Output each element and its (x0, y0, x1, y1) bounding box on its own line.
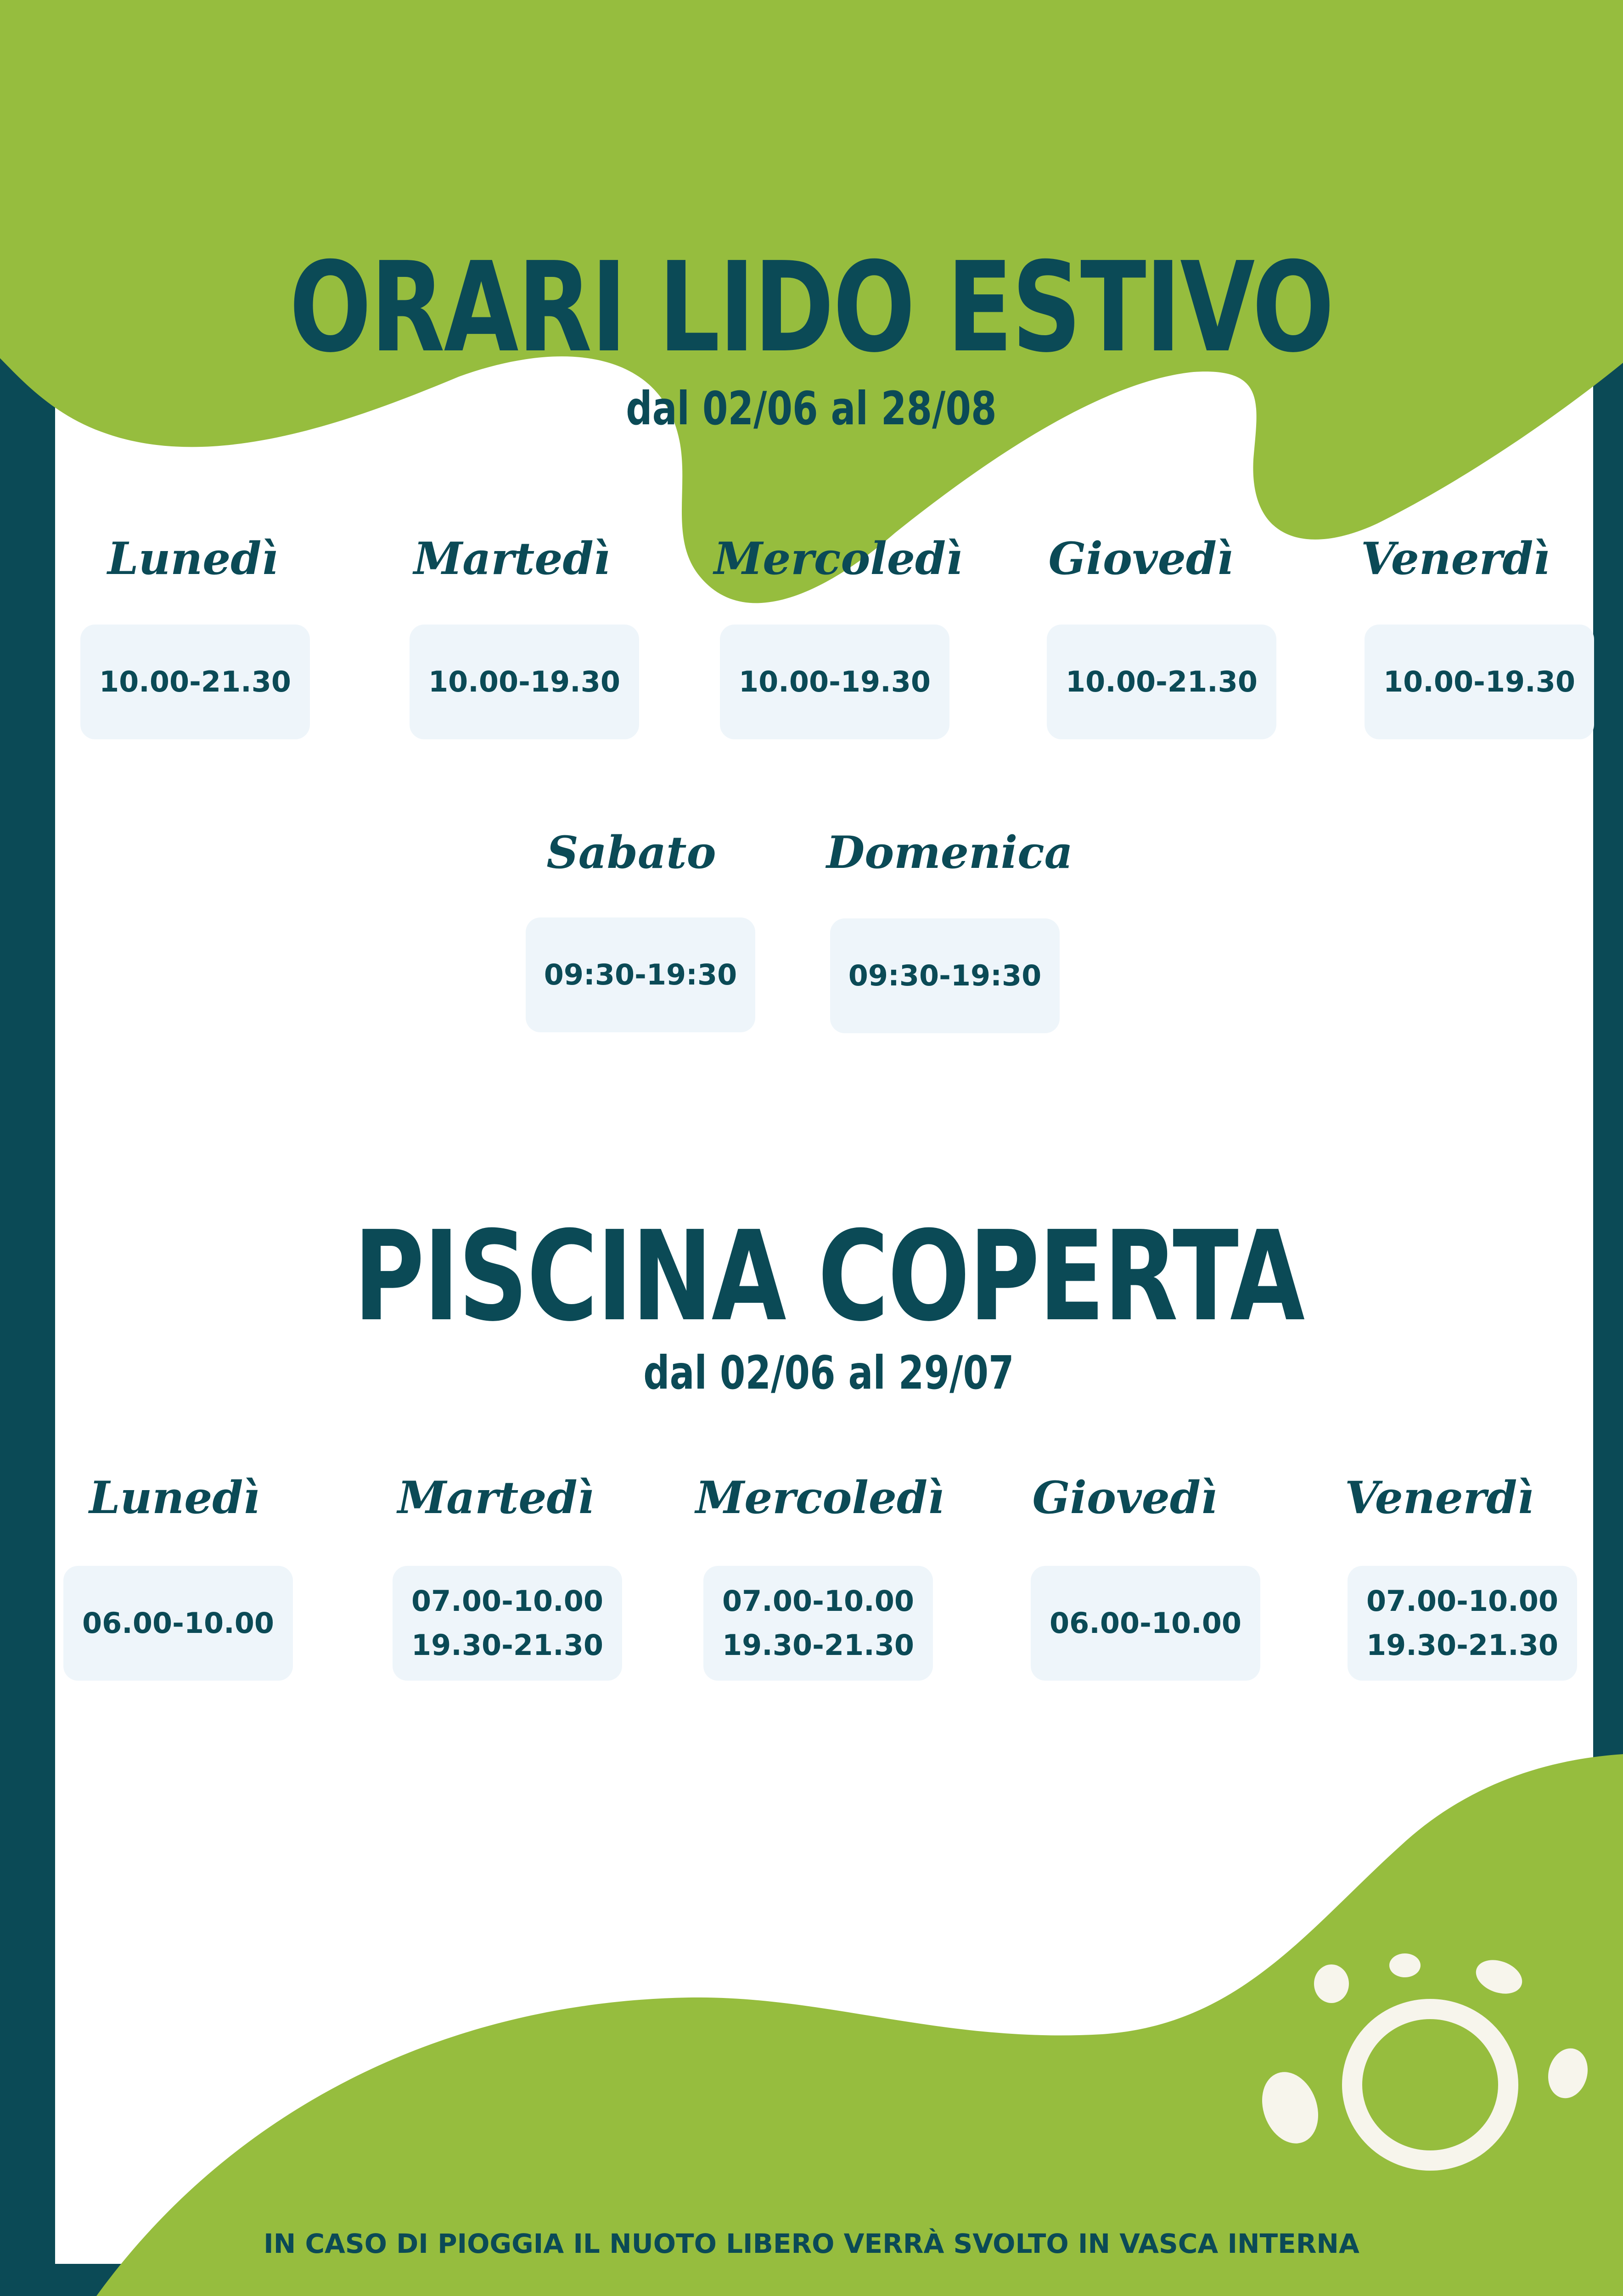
day-label-giovedi: Giovedì (1048, 533, 1234, 585)
day-label-martedi-2: Martedì (397, 1472, 595, 1524)
hours-box-lunedi (80, 625, 310, 739)
hours-text: 19.30-21.30 (722, 1628, 914, 1662)
hours-text: 09:30-19:30 (848, 959, 1042, 992)
hours-text: 10.00-21.30 (99, 665, 291, 698)
pool-ring-logo-icon (1258, 1947, 1598, 2186)
section2-subtitle: dal 02/06 al 29/07 (643, 1346, 1014, 1400)
section2-title: PISCINA COPERTA (354, 1204, 1304, 1349)
day-label-venerdi-2: Venerdì (1345, 1472, 1534, 1524)
hours-box-venerdi-2 (1348, 1566, 1577, 1681)
logo-dot-5 (1543, 2044, 1593, 2103)
day-label-lunedi-2: Lunedì (89, 1472, 260, 1524)
day-label-mercoledi-2: Mercoledì (696, 1472, 944, 1524)
teal-frame-right (1593, 321, 1623, 1791)
hours-box-sabato (526, 917, 755, 1032)
hours-text: 07.00-10.00 (722, 1584, 914, 1618)
hours-text: 06.00-10.00 (82, 1606, 274, 1640)
hours-box-domenica (830, 918, 1060, 1033)
logo-dot-3 (1389, 1953, 1421, 1977)
hours-text: 10.00-19.30 (1383, 665, 1575, 698)
logo-dot-2 (1314, 1964, 1349, 2003)
hours-box-lunedi-2 (63, 1566, 293, 1681)
hours-text: 10.00-19.30 (428, 665, 620, 698)
day-label-venerdi: Venerdì (1361, 533, 1550, 585)
hours-box-martedi-2 (393, 1566, 622, 1681)
footer-note: IN CASO DI PIOGGIA IL NUOTO LIBERO VERRÀ SVOLTO IN VASCA INTERNA (264, 2228, 1359, 2259)
hours-text: 07.00-10.00 (1366, 1584, 1558, 1618)
hours-text: 10.00-21.30 (1066, 665, 1258, 698)
hours-box-giovedi-2 (1031, 1566, 1260, 1681)
day-label-martedi: Martedì (413, 533, 611, 585)
hours-box-martedi (410, 625, 639, 739)
day-label-giovedi-2: Giovedì (1032, 1472, 1218, 1524)
hours-box-mercoledi (720, 625, 949, 739)
day-label-mercoledi: Mercoledì (714, 533, 963, 585)
hours-box-venerdi (1365, 625, 1594, 739)
teal-frame (0, 321, 193, 2296)
hours-text: 06.00-10.00 (1050, 1606, 1241, 1640)
section1-title: ORARI LIDO ESTIVO (289, 235, 1333, 380)
hours-text: 19.30-21.30 (411, 1628, 603, 1662)
logo-dot-1 (1258, 2064, 1328, 2151)
hours-box-giovedi (1047, 625, 1276, 739)
day-label-domenica: Domenica (826, 827, 1073, 878)
hours-text: 09:30-19:30 (544, 958, 737, 991)
logo-dot-4 (1471, 1954, 1527, 1999)
hours-text: 10.00-19.30 (739, 665, 931, 698)
day-label-sabato: Sabato (546, 827, 716, 878)
section1-subtitle: dal 02/06 al 28/08 (626, 382, 997, 435)
logo-ring (1352, 2009, 1508, 2161)
hours-text: 07.00-10.00 (411, 1584, 603, 1618)
day-label-lunedi: Lunedì (107, 533, 278, 585)
hours-box-mercoledi-2 (703, 1566, 933, 1681)
hours-text: 19.30-21.30 (1366, 1628, 1558, 1662)
